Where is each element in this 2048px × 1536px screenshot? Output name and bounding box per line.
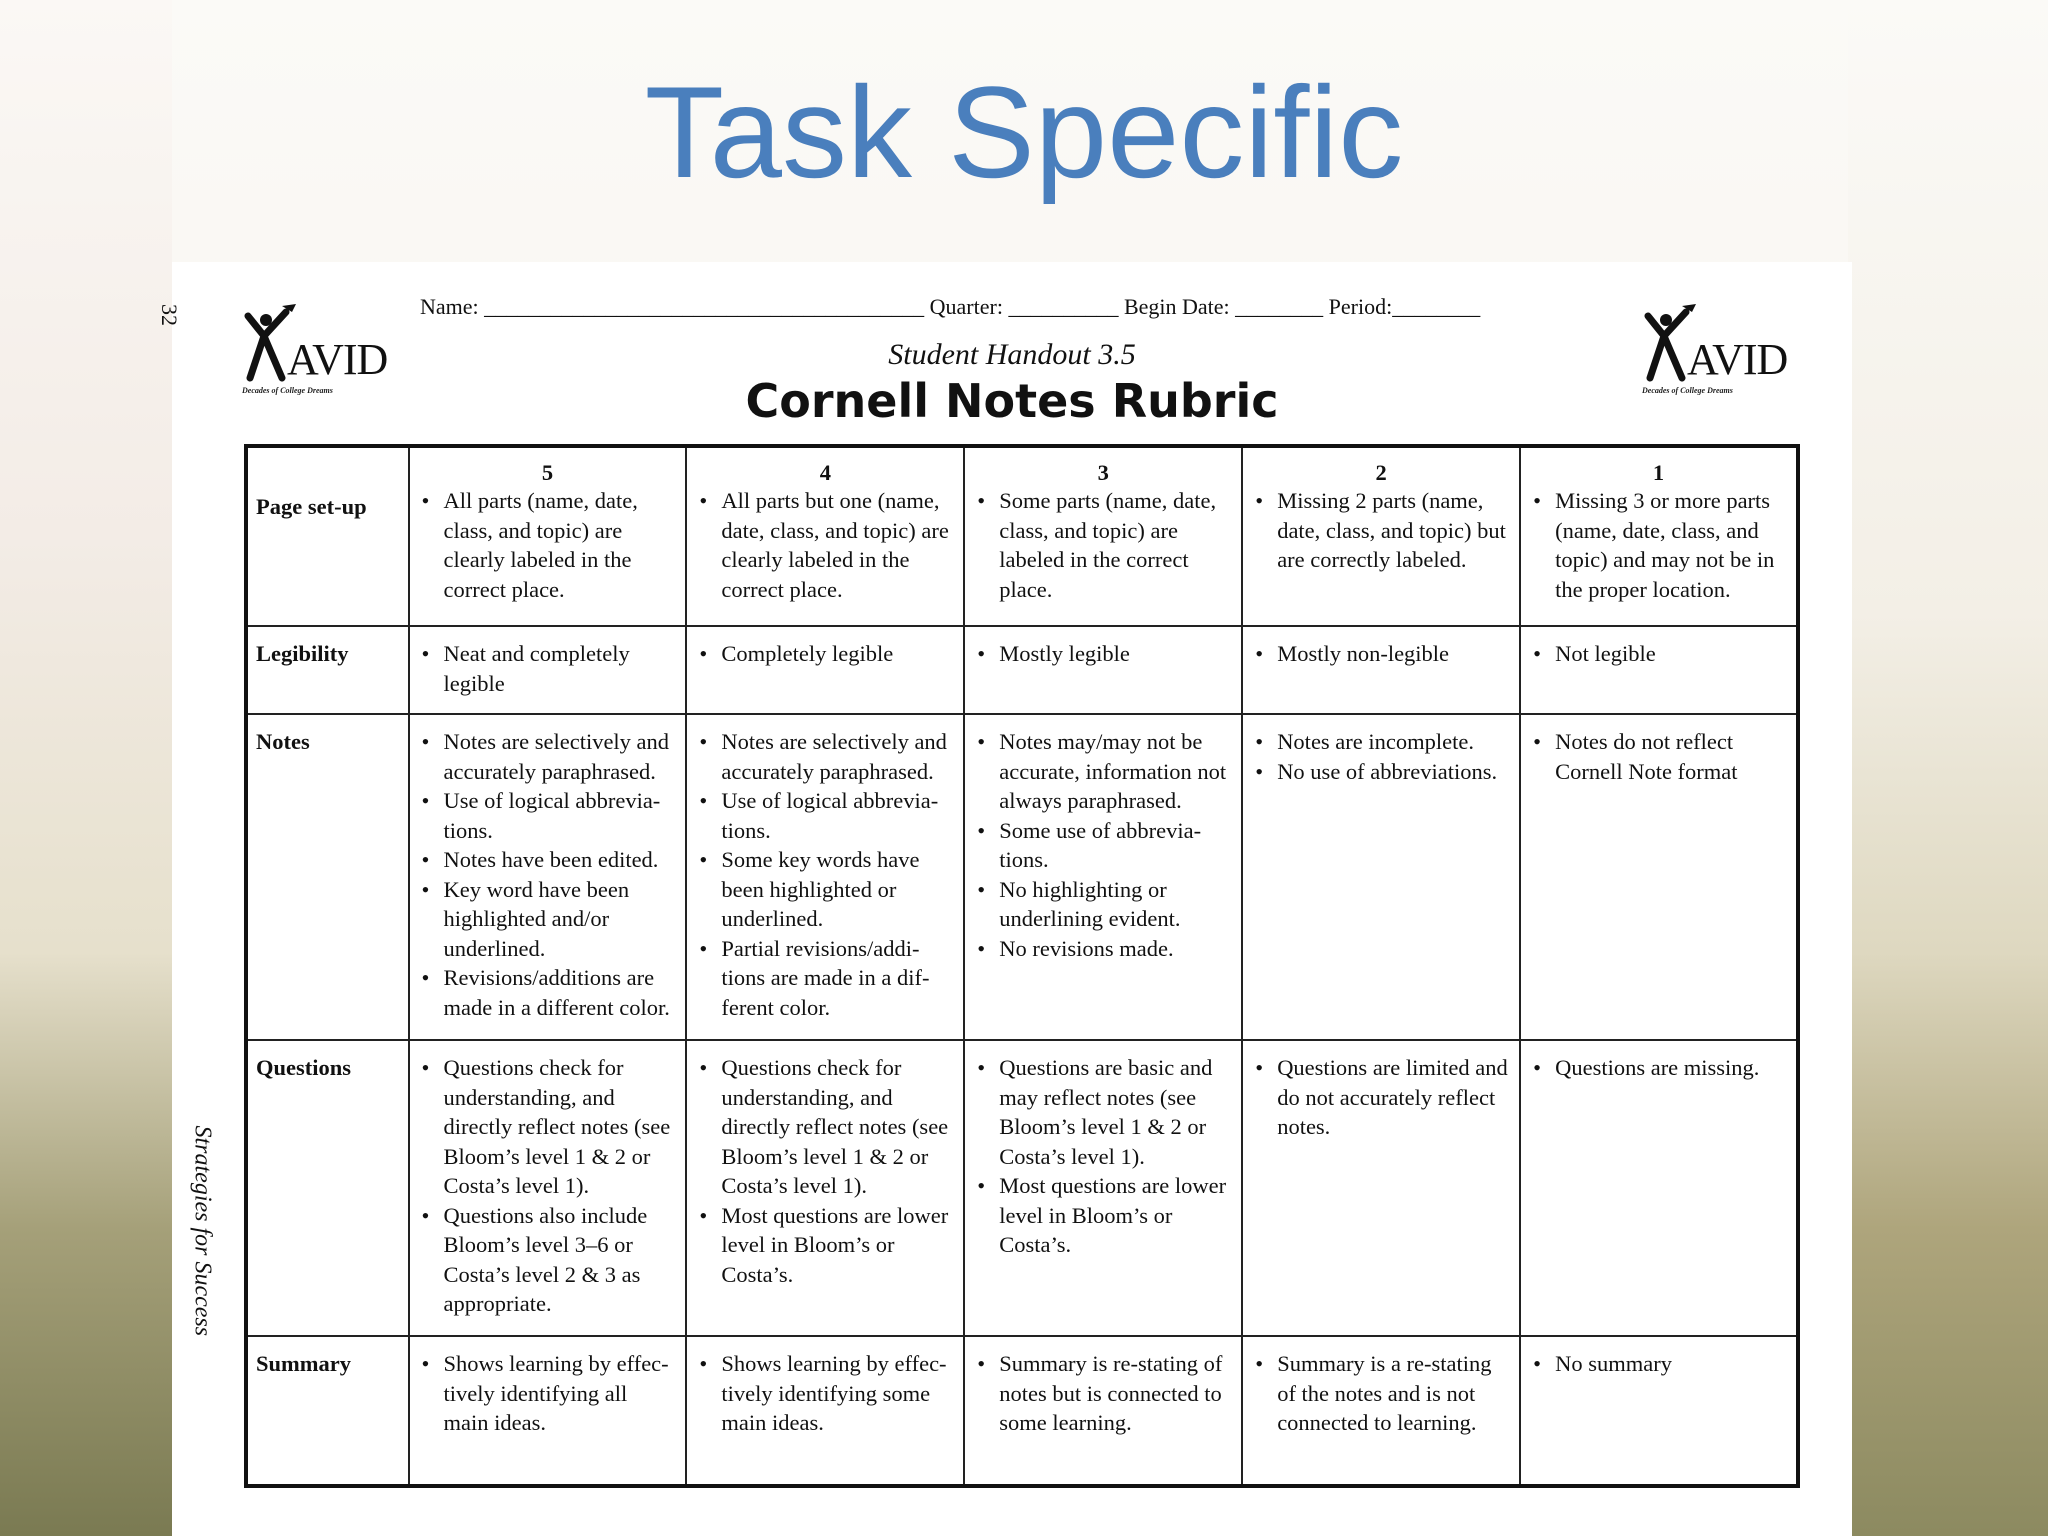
score-label: 1 [1652,460,1665,485]
score-label: 2 [1375,460,1387,485]
criteria-list [1529,727,1788,786]
criteria-item: • All parts (name, date, class, and topic) are clearly labeled in the correct place. [418,486,678,604]
score-label: 3 [1097,460,1109,485]
criteria-item: • No highlighting or underlining evident. [973,875,1233,934]
rubric-cell [1520,1040,1798,1336]
criteria-list [695,639,955,669]
rubric-row [246,1040,1798,1336]
criteria-item: • Notes have been edited. [418,845,678,875]
criteria-list [973,1053,1233,1260]
criteria-list [1251,639,1511,669]
criteria-list [418,486,678,604]
criteria-item: • Shows learning by effec-tively identifying all main ideas. [418,1349,678,1438]
background-right-band [1848,0,2048,1536]
criteria-list [695,1349,955,1438]
rubric-row [246,626,1798,714]
header-fields [420,294,1620,320]
criteria-item: • Completely legible [695,639,955,669]
criteria-item: • All parts but one (name, date, class, and topic) are clearly labeled in the correct place. [695,486,955,604]
rubric-row [246,714,1798,1040]
criteria-list [1251,1053,1511,1142]
criteria-item: • Summary is re-stating of notes but is connected to some learning. [973,1349,1233,1438]
criteria-item: • Not legible [1529,639,1788,669]
score-label: 5 [541,460,554,485]
criteria-item: • Notes do not reflect Cornell Note format [1529,727,1788,786]
background-left-band [0,0,172,1536]
criteria-item: • Neat and completely legible [418,639,678,698]
slide-title: Task Specific [644,59,1404,205]
rubric-cell [1520,626,1798,714]
criteria-list [1529,486,1788,604]
handout-label: Student Handout 3.5 [888,338,1136,371]
criteria-item: • Notes are selectively and accurately paraphrased. [418,727,678,786]
rubric-cell [1242,1336,1520,1486]
criteria-list [1529,1349,1788,1379]
criteria-item: • Summary is a re-stating of the notes and is not connected to learning. [1251,1349,1511,1438]
rubric-cell [1242,626,1520,714]
criteria-list [973,486,1233,604]
rubric-cell [964,1336,1242,1486]
period-field: Period:________ [1328,294,1481,319]
page-number: 32 [157,304,182,326]
criteria-item: • Notes are selectively and accurately paraphrased. [695,727,955,786]
avid-logo-tagline: Decades of College Dreams [1642,386,1733,395]
begin-date-field: Begin Date: ________ [1123,294,1324,319]
rubric-row [246,1336,1798,1486]
criteria-item: • Questions are missing. [1529,1053,1788,1083]
criteria-list [1251,1349,1511,1438]
criteria-item: • Missing 2 parts (name, date, class, and topic) but are correctly labeled. [1251,486,1511,575]
avid-logo-tagline: Decades of College Dreams [242,386,333,395]
criteria-item: • Questions are limited and do not accurately reflect notes. [1251,1053,1511,1142]
rubric-cell [1520,714,1798,1040]
criteria-list [1529,639,1788,669]
criteria-item: • No use of abbreviations. [1251,757,1511,787]
side-caption: Strategies for Success [189,1125,216,1337]
criteria-list [973,727,1233,963]
rubric-cell [409,446,687,626]
criteria-item: • Most questions are lower level in Bloom’s or Costa’s. [695,1201,955,1290]
rubric-cell [409,1040,687,1336]
criteria-item: • Some parts (name, date, class, and topic) are labeled in the correct place. [973,486,1233,604]
rubric-cell [1520,1336,1798,1486]
criteria-item: • Some key words have been highlighted or underlined. [695,845,955,934]
score-label: 4 [819,460,831,485]
rubric-cell [964,446,1242,626]
criteria-list [418,727,678,1022]
rubric-row [246,446,1798,626]
avid-logo-text: AVID [287,335,388,384]
rubric-cell [964,1040,1242,1336]
rubric-cell [1242,446,1520,626]
criteria-list [973,1349,1233,1438]
criteria-item: • Missing 3 or more parts (name, date, class, and topic) and may not be in the proper location. [1529,486,1788,604]
rubric-cell [686,1040,964,1336]
criteria-list [973,639,1233,669]
criteria-item: • Questions also include Bloom’s level 3–6 or Costa’s level 2 & 3 as appropriate. [418,1201,678,1319]
criteria-item: • No summary [1529,1349,1788,1379]
criteria-list [695,1053,955,1289]
criteria-list [695,727,955,1022]
rubric-cell [964,714,1242,1040]
criteria-item: • Questions check for understanding, and directly reflect notes (see Bloom’s level 1 & 2 or Costa’s level 1). [695,1053,955,1201]
rubric-title: Cornell Notes Rubric [745,374,1279,428]
rubric-cell [409,714,687,1040]
rubric-cell [686,714,964,1040]
criteria-item: • No revisions made. [973,934,1233,964]
criteria-list [695,486,955,604]
criteria-list [418,1053,678,1319]
quarter-field: Quarter: __________ [929,294,1119,319]
rubric-table [244,444,1800,1488]
rubric-cell [686,1336,964,1486]
criteria-item: • Revisions/additions are made in a different color. [418,963,678,1022]
criteria-item: • Notes may/may not be accurate, information not always paraphrased. [973,727,1233,816]
name-field: Name: ________________________________________ [420,294,925,319]
criteria-item: • Shows learning by effec-tively identifying some main ideas. [695,1349,955,1438]
rubric-row-label: Page set-up [246,446,409,626]
rubric-row-label: Legibility [246,626,409,714]
rubric-row-label: Questions [246,1040,409,1336]
rubric-cell [409,626,687,714]
criteria-item: • Mostly legible [973,639,1233,669]
handout-page [157,262,1852,1536]
criteria-list [1251,727,1511,786]
rubric-cell [409,1336,687,1486]
criteria-item: • Most questions are lower level in Bloom’s or Costa’s. [973,1171,1233,1260]
criteria-item: • Use of logical abbrevia-tions. [695,786,955,845]
rubric-row-label: Notes [246,714,409,1040]
rubric-cell [1242,714,1520,1040]
criteria-item: • Mostly non-legible [1251,639,1511,669]
criteria-list [418,1349,678,1438]
criteria-item: • Questions are basic and may reflect notes (see Bloom’s level 1 & 2 or Costa’s level 1). [973,1053,1233,1171]
criteria-list [418,639,678,698]
rubric-cell [1520,446,1798,626]
criteria-item: • Questions check for understanding, and directly reflect notes (see Bloom’s level 1 & 2 or Costa’s level 1). [418,1053,678,1201]
rubric-cell [686,626,964,714]
criteria-list [1251,486,1511,575]
criteria-item: • Key word have been highlighted and/or underlined. [418,875,678,964]
criteria-item: • Notes are incomplete. [1251,727,1511,757]
rubric-row-label: Summary [246,1336,409,1486]
rubric-cell [1242,1040,1520,1336]
criteria-item: • Use of logical abbrevia-tions. [418,786,678,845]
criteria-list [1529,1053,1788,1083]
avid-logo-text: AVID [1687,335,1788,384]
rubric-cell [964,626,1242,714]
criteria-item: • Partial revisions/addi-tions are made in a dif-ferent color. [695,934,955,1023]
rubric-cell [686,446,964,626]
criteria-item: • Some use of abbrevia-tions. [973,816,1233,875]
